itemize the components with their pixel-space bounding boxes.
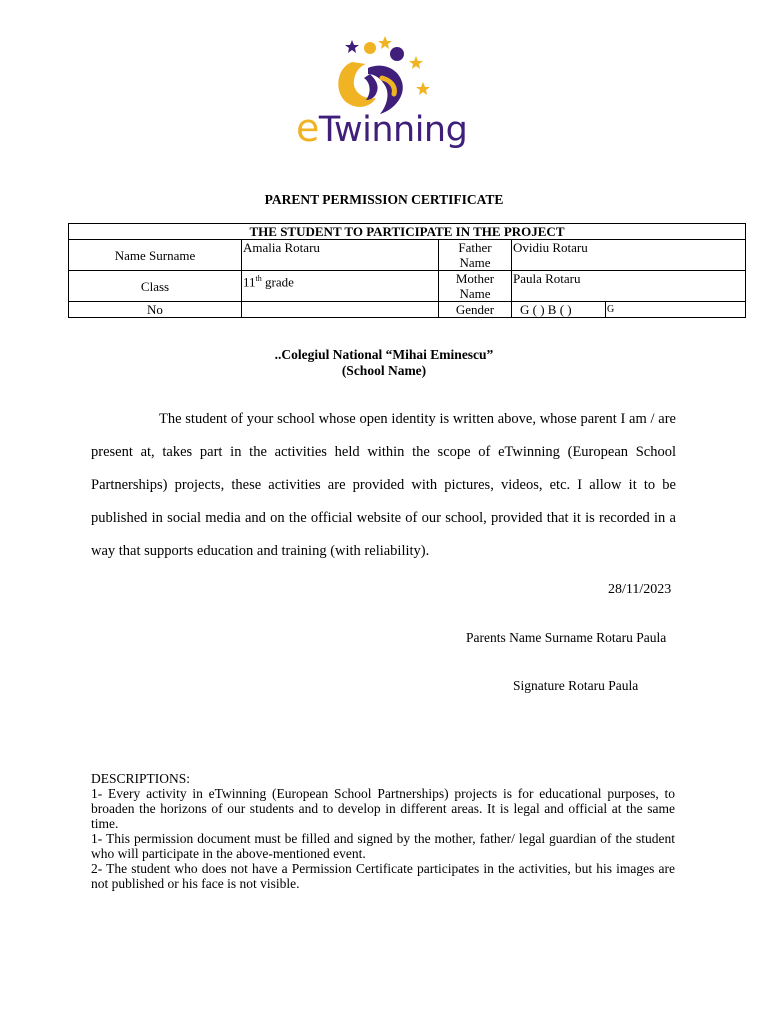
descriptions: [91, 771, 675, 891]
school-name: ..Colegiul National “Mihai Eminescu”: [274, 347, 494, 362]
no-label: No: [69, 302, 242, 318]
table-header: THE STUDENT TO PARTICIPATE IN THE PROJECT: [69, 224, 746, 240]
mother-name-value: Paula Rotaru: [512, 271, 746, 302]
table-header-row: [69, 224, 746, 240]
descriptions-heading: DESCRIPTIONS:: [91, 771, 191, 786]
list-item: 2- The student who does not have a Permission Certificate participates in the activities, but his images are not published or his face is not visible.: [91, 861, 675, 891]
school-block: [0, 347, 768, 379]
name-surname-value: Amalia Rotaru: [242, 240, 439, 271]
star-icon: [409, 56, 423, 69]
mother-name-label: Mother Name: [439, 271, 512, 302]
date: 28/11/2023: [608, 582, 672, 597]
document-title: PARENT PERMISSION CERTIFICATE: [264, 192, 504, 207]
star-icon: [345, 40, 359, 53]
gender-options: G ( ) B ( ): [512, 302, 606, 318]
school-name-caption: (School Name): [341, 363, 427, 378]
signature: Signature Rotaru Paula: [513, 678, 639, 693]
table-row: [69, 302, 746, 318]
table-row: [69, 240, 746, 271]
permission-text: [91, 403, 676, 568]
father-name-value: Ovidiu Rotaru: [512, 240, 746, 271]
no-value: [242, 302, 439, 318]
class-value: 11th grade: [242, 271, 439, 302]
permission-paragraph: The student of your school whose open identity is written above, whose parent I am / are present at, takes part in the activities held within the scope of eTwinning (European School Partnerships) projects, these activities are provided with pictures, videos, etc. I allow it to be published in social media and on the official website of our school, provided that it is recorded in a way that supports education and training (with reliability).: [91, 411, 676, 559]
father-name-label: Father Name: [439, 240, 512, 271]
list-item: 1- This permission document must be filled and signed by the mother, father/ legal guardian of the student who will participate in the above-mentioned event.: [91, 831, 675, 861]
gender-label: Gender: [439, 302, 512, 318]
table-row: [69, 271, 746, 302]
class-label: Class: [69, 271, 242, 302]
parents-name: Parents Name Surname Rotaru Paula: [466, 630, 667, 645]
star-icon: [378, 36, 392, 49]
star-icon: [416, 82, 430, 95]
gender-value: G: [606, 302, 746, 318]
name-surname-label: Name Surname: [69, 240, 242, 271]
list-item: 1- Every activity in eTwinning (European School Partnerships) projects is for educational purposes, to broaden the horizons of our students and to develop in different areas. It is legal and official at the same time.: [91, 786, 675, 831]
student-info-table: [68, 223, 746, 318]
etwinning-wordmark: eTwinning: [296, 106, 468, 150]
